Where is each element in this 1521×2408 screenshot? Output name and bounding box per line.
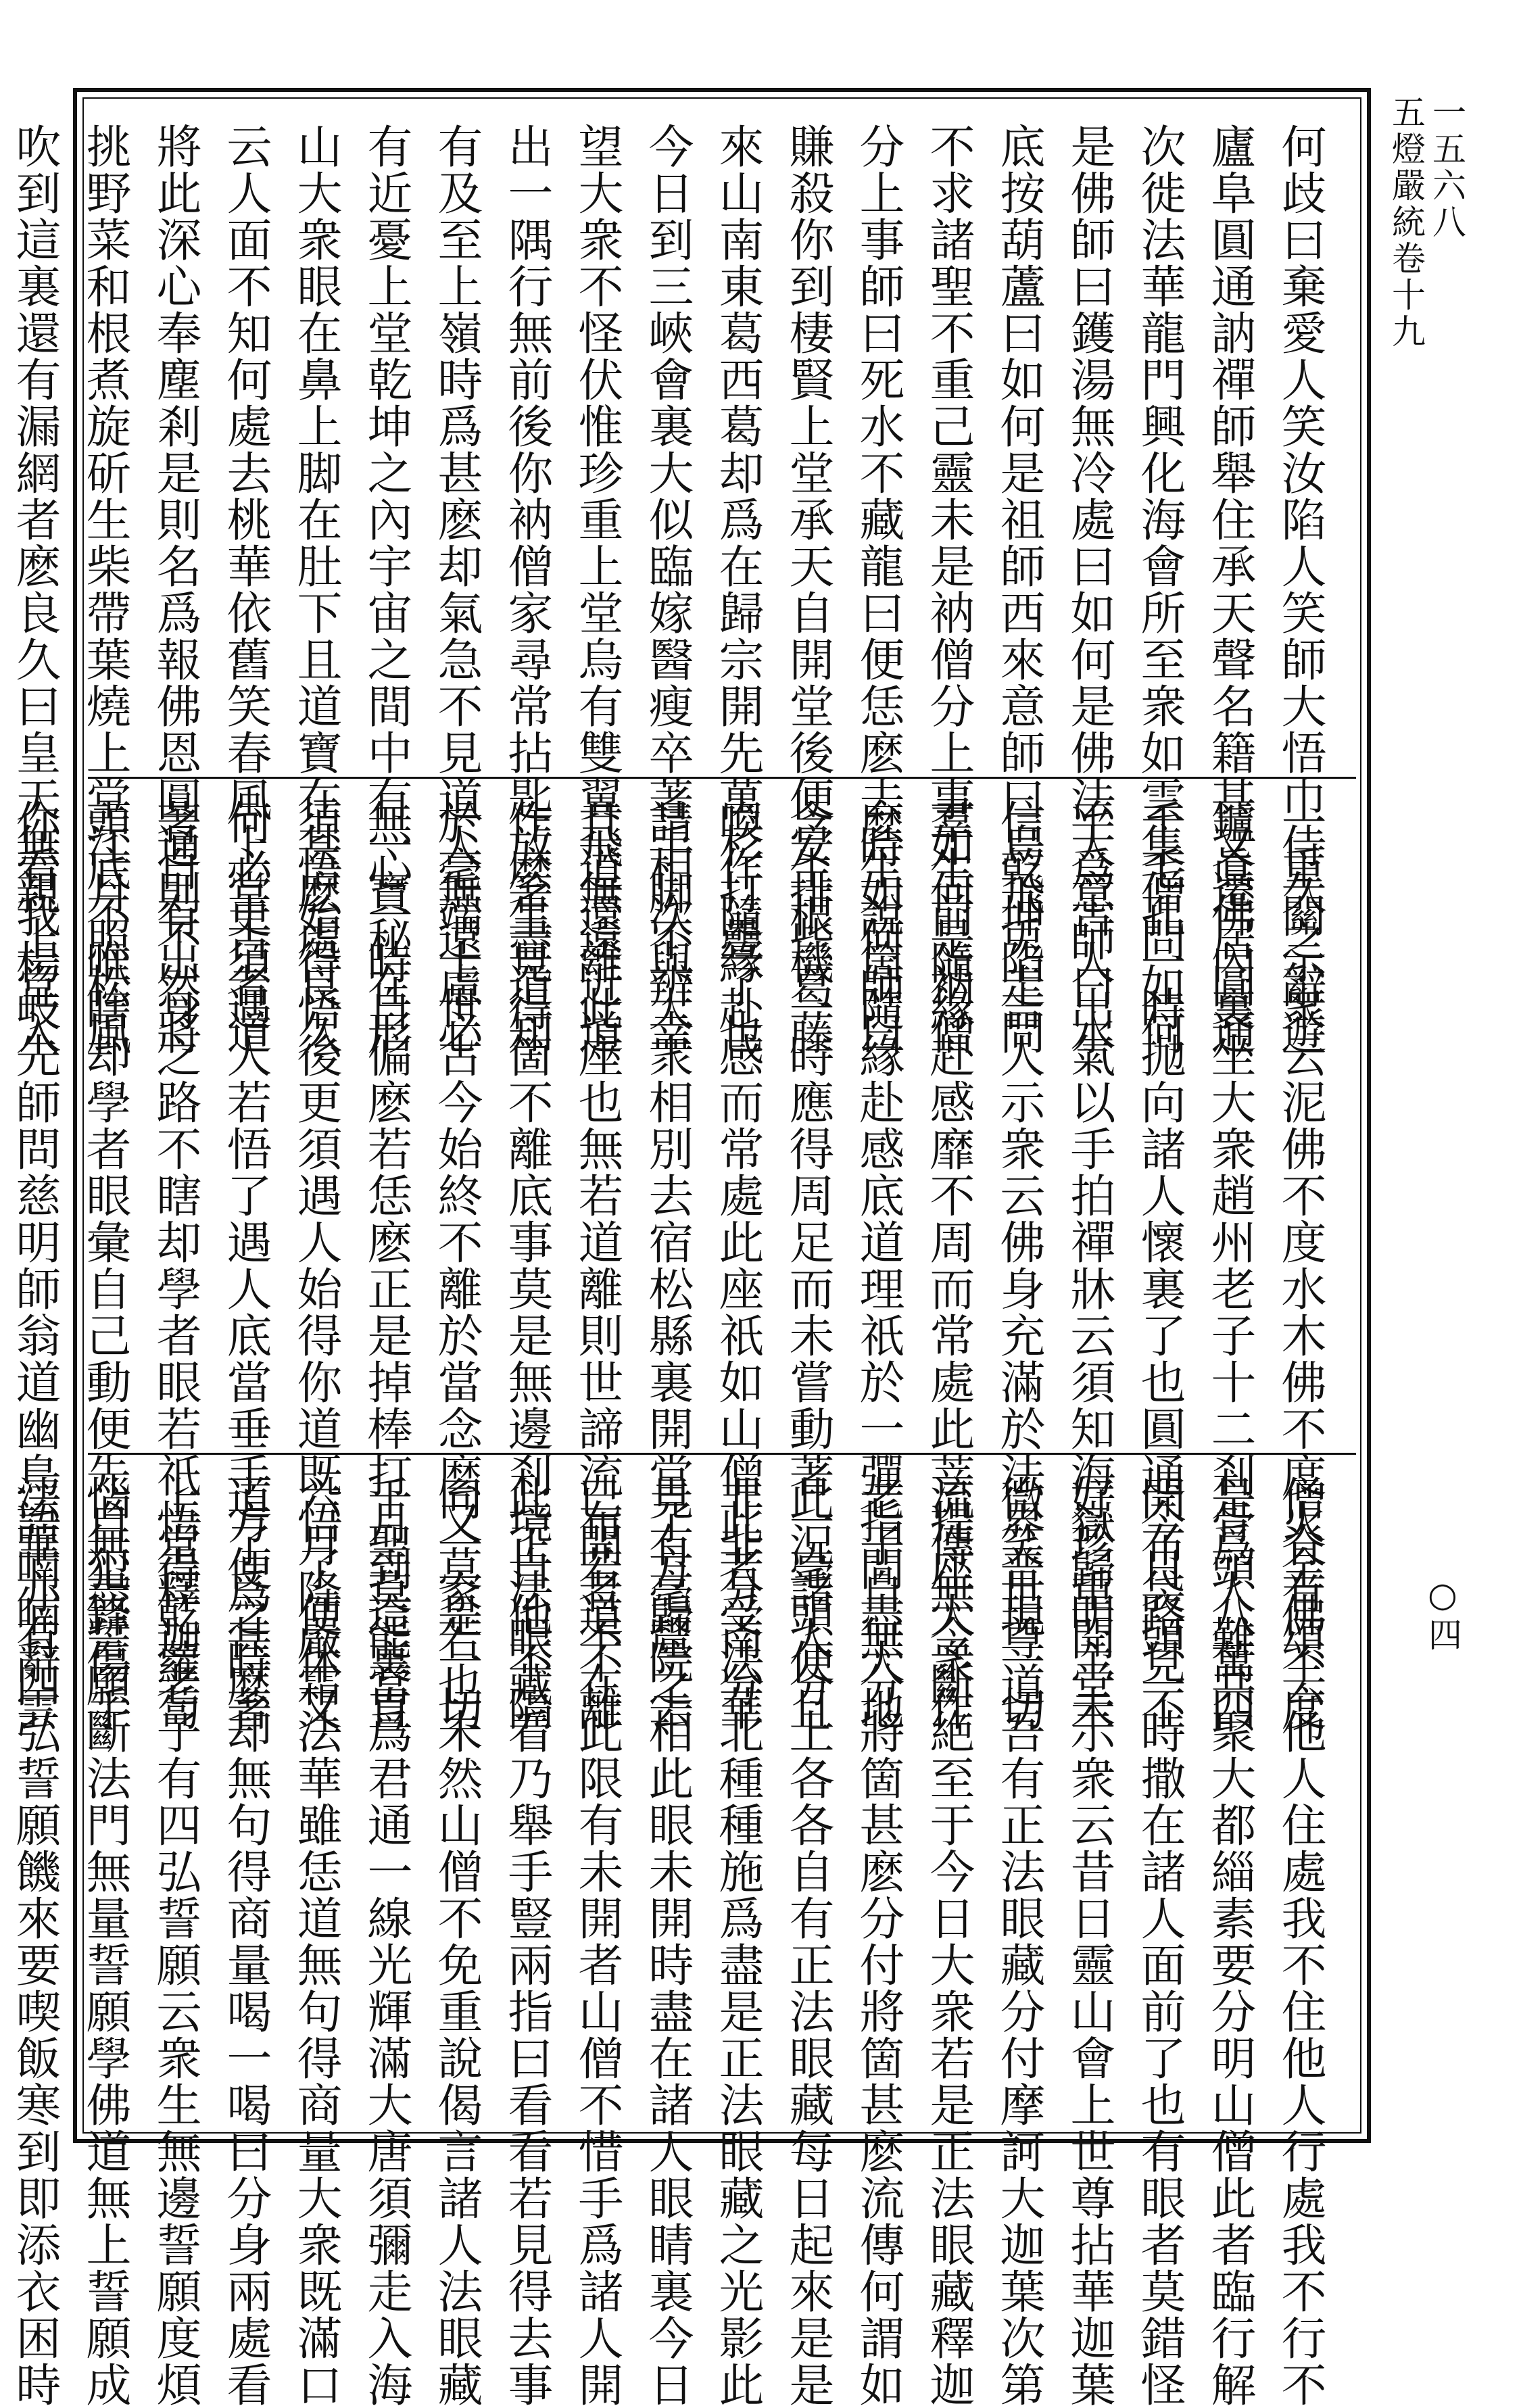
- text-column: 開布袋頭一時撒在諸人面前了也有眼者莫錯怪: [1134, 1475, 1186, 2408]
- text-column: 老子自無分將箇甚麽分付將箇甚麽流傳何謂如: [852, 1475, 905, 2408]
- text-column: 六月降嚴霜法華雖恁道無句得商量大衆既滿口: [290, 1475, 343, 2408]
- text-column: 含生根機一時應得周足而未嘗動著一毫頭便且: [782, 799, 835, 1732]
- text-column: 來山南東葛西葛却爲在歸宗開先萬杉打疊了也: [712, 123, 765, 1056]
- text-column: 羣生前隨緣赴感靡不周而常處此菩提座大衆作: [923, 799, 975, 1732]
- text-column: 千聖莫能當爲君通一線光輝滿大唐須彌走入海: [360, 1475, 413, 2408]
- text-column: 是爲人難共聚大都緇素要分明山僧此者臨行解: [1204, 1475, 1257, 2408]
- text-column: 同一家若也未然山僧不免重說偈言諸人法眼藏: [431, 1475, 483, 2408]
- text-column: 道了爲甚麽却無句得商量喝一喝曰分身兩處看: [220, 1475, 272, 2408]
- text-column: 有及至上嶺時爲甚麽却氣急不見道人無遠慮必: [431, 123, 483, 1056]
- text-column: 喚作隨緣赴感而常處此座祇如山僧此者受法華: [712, 799, 765, 1732]
- text-column: 流傳無令斷絶至于今日大衆若是正法眼藏釋迦: [923, 1475, 975, 2408]
- text-column: 非非分南分北種種施爲盡是正法眼藏之光影此: [712, 1475, 765, 2408]
- register-bottom: [9, 1455, 1356, 2408]
- page-number: ○四: [1423, 1575, 1462, 1654]
- text-column: 上堂釋迦老子有四弘誓願云衆生無邊誓願度煩: [149, 1475, 202, 2408]
- text-column: 分上事師曰死水不藏龍曰便恁麽去時如何師曰: [852, 123, 905, 1056]
- text-column: 千毛孔一時抛向諸人懷裏了也圓通今日路見不: [1134, 799, 1186, 1732]
- text-column: 頭底不唯瞎却學者眼彙自己動便先自犯鋒傷手: [79, 799, 132, 1732]
- text-column: 賺殺你到棲賢上堂承天自開堂後便安排些葛藤: [782, 123, 835, 1056]
- text-column: 是佛師曰鑊湯無冷處曰如何是佛法大意師曰水: [1063, 123, 1116, 1056]
- register-top: [9, 103, 1356, 1056]
- text-column: 平爲古人出氣以手拍禪牀云須知海嶽歸明主未: [1063, 799, 1116, 1732]
- text-column: 好珍重開堂示衆云昔日靈山會上世尊拈華迦葉: [1063, 1475, 1116, 2408]
- text-column: 僧脊有頌云他人住處我不住他人行處我不行不: [1274, 1475, 1327, 2408]
- text-column: 此況諸人分上各各自有正法眼藏每日起來是是: [782, 1475, 835, 2408]
- register-text: [9, 123, 1336, 1056]
- text-column: 於毫端十世古今始終不離於當念麽又莫是一切: [431, 799, 483, 1732]
- text-column: 將此深心奉塵剎是則名爲報佛恩圓通則不然將: [149, 123, 202, 1056]
- text-column: 法華亦有四弘誓願饑來要喫飯寒到即添衣困時: [9, 1475, 62, 2408]
- text-column: 何歧曰棄愛人笑汝陷人笑師大悟巾侍久之辭遊: [1274, 123, 1327, 1056]
- text-column: 且道還離此座也無若道離則世諦流布若道不離: [571, 799, 624, 1732]
- register-middle: [9, 779, 1356, 1732]
- text-column: 底按葫蘆曰如何是祖師西來意師曰烏飛兎走問: [993, 123, 1046, 1056]
- page-label: 一五六八: [1427, 95, 1466, 241]
- text-column: 挑野菜和根煮旋斫生柴帶葉燒上堂江月照松風: [79, 123, 132, 1056]
- text-column: 不求諸聖不重己靈未是衲僧分上事如何是衲僧: [923, 123, 975, 1056]
- text-column: 出一隅行無前後你衲僧家尋常拈匙放箸盡道知: [501, 123, 554, 1056]
- register-text: [9, 1475, 1336, 2408]
- running-header: [1386, 95, 1467, 771]
- text-column: 惱無盡誓願斷法門無量誓願學佛道無上誓願成: [79, 1475, 132, 2408]
- text-column: 無心一時自偏麽若恁麽正是掉棒打月到這裏直: [360, 799, 413, 1732]
- text-column: 作麽生見得箇不離底事莫是無邊剎境自他不隔: [501, 799, 554, 1732]
- text-column: 見有毫釐之相此眼未開時盡在諸人眼睛裏今日: [642, 1475, 694, 2408]
- text-column: 鑪眞佛內裏坐大衆趙州老子十二剎骨頭八萬四: [1204, 799, 1257, 1732]
- text-column: 今日到三峽會裏大似臨嫁醫瘦卒著手脚不辨幸: [642, 123, 694, 1056]
- text-column: 一重關示衆云泥佛不度水木佛不度火金佛不度: [1274, 799, 1327, 1732]
- text-column: 信乾坤陷吉人示衆云佛身充滿於法界普現一切: [993, 799, 1046, 1732]
- text-column: 你看我楊岐先師問慈明師翁道幽鳥語喃喃辭雲: [9, 799, 62, 1732]
- text-column: 山大衆眼在鼻上脚在肚下且道寶在甚麽處良久: [290, 123, 343, 1056]
- text-column: 此正法眼藏看乃舉手豎兩指曰看看若見得去事: [501, 1475, 554, 2408]
- text-column: 望大衆不怪伏惟珍重上堂烏有雙翼飛無遠近道: [571, 123, 624, 1056]
- book-title: 五燈嚴統卷十九: [1386, 95, 1426, 350]
- text-column: 吹到這裏還有漏網者麽良久曰皇天無親上堂入: [9, 123, 62, 1056]
- text-column: 請相次與大衆相別去宿松縣裏開堂了方歸院去: [642, 799, 694, 1732]
- text-frame: [9, 88, 1371, 2408]
- text-column: 已開者不在此限有未開者山僧不惜手爲諸人開: [571, 1475, 624, 2408]
- text-column: 微笑世尊道吾有正法眼藏分付摩訶大迦葉次第: [993, 1475, 1046, 2408]
- text-column: 云人面不知何處去桃華依舊笑春風上堂古者道: [220, 123, 272, 1056]
- text-column: 須悟始得悟後更須遇人始得你道既悟了便休又: [290, 799, 343, 1732]
- text-column: 何必更須遇人若悟了遇人底當垂手方便之時著: [220, 799, 272, 1732]
- register-text: [9, 799, 1336, 1732]
- text-column: 廬阜圓通訥禪師舉住承天聲名籍甚又遷居圓通: [1204, 123, 1257, 1056]
- text-column: 次徙法華龍門興化海會所至衆如雲集僧問如何: [1134, 123, 1186, 1056]
- text-column: 著自有出身之路不瞎却學者眼若祇悟得乾蘿蔔: [149, 799, 202, 1732]
- text-column: 麽生說箇隨緣赴感底道理祇於一彈指間盡大地: [852, 799, 905, 1732]
- text-column: 有近憂上堂乾坤之內宇宙之間中有一寶秘在形: [360, 123, 413, 1056]
